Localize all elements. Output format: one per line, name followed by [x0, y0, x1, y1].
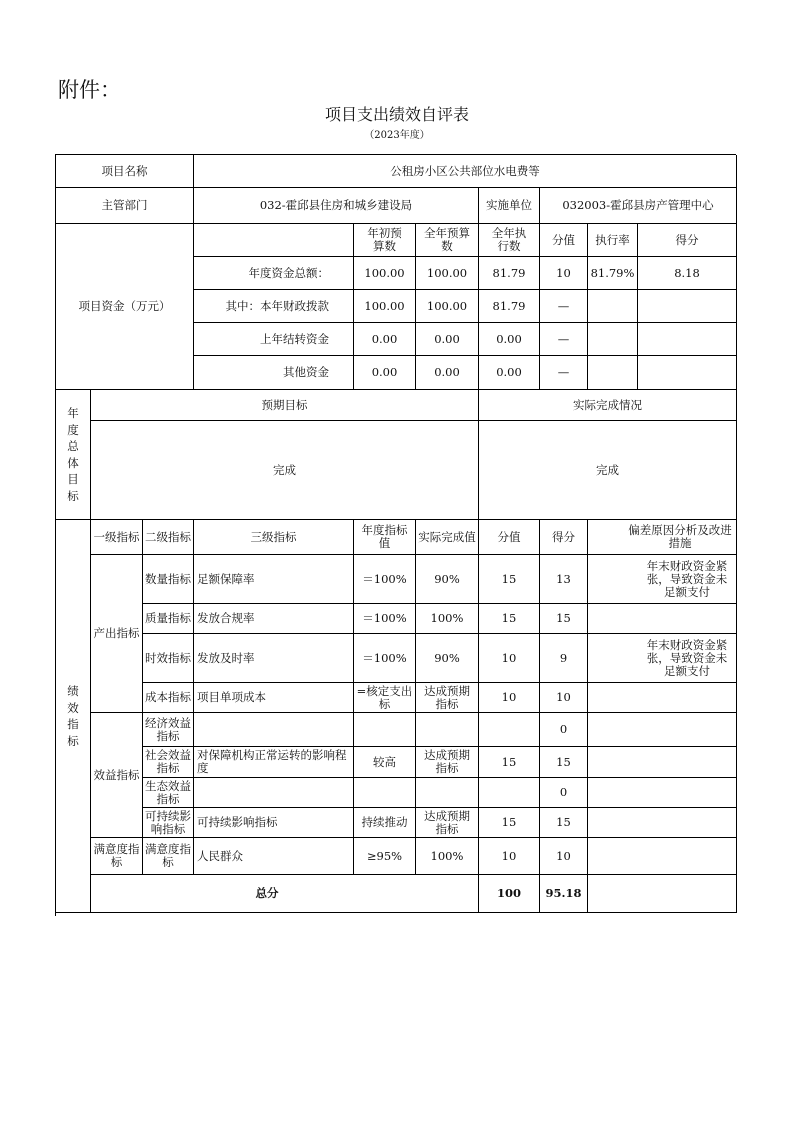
funds-row-annual: 100.00 — [416, 290, 479, 323]
funds-row-annual: 100.00 — [416, 257, 479, 290]
funds-row-executed: 81.79 — [479, 290, 540, 323]
funds-header-rate: 执行率 — [588, 224, 638, 257]
ind-level2: 时效指标 — [143, 634, 194, 683]
indicators-label: 绩效指标 — [56, 520, 91, 913]
funds-header-score-value: 分值 — [540, 224, 588, 257]
funds-header-executed: 全年执行数 — [479, 224, 540, 257]
ind-target — [354, 713, 416, 747]
ind-target — [354, 778, 416, 808]
funds-row-name: 其他资金 — [194, 356, 354, 390]
ind-actual: 达成预期指标 — [416, 683, 479, 713]
ind-level2: 满意度指标 — [143, 838, 194, 875]
evaluation-table — [55, 154, 736, 916]
ind-actual — [416, 713, 479, 747]
ind-target: =核定支出标 — [354, 683, 416, 713]
ind-target: ＝100% — [354, 604, 416, 634]
attachment-label: 附件： — [58, 78, 121, 102]
ind-header-level2: 二级指标 — [143, 520, 194, 555]
ind-header-target: 年度指标值 — [354, 520, 416, 555]
goals-expected: 完成 — [91, 421, 479, 520]
funds-row-score-value: — — [540, 290, 588, 323]
ind-deviation — [588, 778, 737, 808]
funds-header-blank — [194, 224, 354, 257]
funds-header-score: 得分 — [638, 224, 737, 257]
ind-score: 10 — [540, 838, 588, 875]
ind-target: ＝100% — [354, 555, 416, 604]
funds-row-initial: 100.00 — [354, 290, 416, 323]
ind-score-value: 15 — [479, 555, 540, 604]
satisfaction-indicator-label: 满意度指标 — [91, 838, 143, 875]
funds-row-initial: 100.00 — [354, 257, 416, 290]
ind-score-value: 10 — [479, 683, 540, 713]
dept-label: 主管部门 — [56, 188, 194, 224]
ind-actual: 100% — [416, 838, 479, 875]
funds-row-score-value: — — [540, 323, 588, 356]
goals-actual: 完成 — [479, 421, 737, 520]
ind-score-value: 15 — [479, 808, 540, 838]
ind-score: 0 — [540, 713, 588, 747]
total-label: 总分 — [56, 875, 479, 913]
funds-label: 项目资金（万元） — [56, 224, 194, 390]
ind-level2: 成本指标 — [143, 683, 194, 713]
funds-row-executed: 81.79 — [479, 257, 540, 290]
total-score-value: 100 — [479, 875, 540, 913]
ind-target: ≥95% — [354, 838, 416, 875]
ind-score-value: 15 — [479, 604, 540, 634]
goals-label: 年度总体目标 — [56, 390, 91, 520]
ind-deviation: 年末财政资金紧张，导致资金未足额支付 — [588, 634, 737, 683]
ind-score: 9 — [540, 634, 588, 683]
dept-value: 032-霍邱县住房和城乡建设局 — [194, 188, 479, 224]
funds-row-name: 其中：本年财政拨款 — [194, 290, 354, 323]
ind-actual: 达成预期指标 — [416, 808, 479, 838]
ind-deviation: 年末财政资金紧张，导致资金未足额支付 — [588, 555, 737, 604]
ind-score-value — [479, 713, 540, 747]
funds-row-score — [638, 290, 737, 323]
funds-row-score-value: 10 — [540, 257, 588, 290]
ind-score: 0 — [540, 778, 588, 808]
ind-actual: 90% — [416, 555, 479, 604]
ind-header-actual: 实际完成值 — [416, 520, 479, 555]
ind-score: 15 — [540, 808, 588, 838]
ind-score-value: 15 — [479, 747, 540, 778]
funds-row-rate: 81.79% — [588, 257, 638, 290]
ind-level2: 数量指标 — [143, 555, 194, 604]
ind-deviation — [588, 683, 737, 713]
ind-score: 15 — [540, 747, 588, 778]
funds-row-name: 年度资金总额： — [194, 257, 354, 290]
project-name-value: 公租房小区公共部位水电费等 — [194, 155, 737, 188]
project-name-label: 项目名称 — [56, 155, 194, 188]
ind-deviation — [588, 808, 737, 838]
ind-level3: 发放合规率 — [194, 604, 354, 634]
ind-target: ＝100% — [354, 634, 416, 683]
funds-row-score — [638, 323, 737, 356]
ind-level3: 人民群众 — [194, 838, 354, 875]
funds-row-executed: 0.00 — [479, 323, 540, 356]
funds-row-score — [638, 356, 737, 390]
goals-expected-header: 预期目标 — [91, 390, 479, 421]
ind-level3: 发放及时率 — [194, 634, 354, 683]
funds-row-rate — [588, 290, 638, 323]
benefit-indicator-label: 效益指标 — [91, 713, 143, 838]
ind-score: 15 — [540, 604, 588, 634]
funds-row-annual: 0.00 — [416, 356, 479, 390]
ind-score-value — [479, 778, 540, 808]
funds-row-initial: 0.00 — [354, 323, 416, 356]
funds-row-annual: 0.00 — [416, 323, 479, 356]
funds-row-rate — [588, 323, 638, 356]
funds-row-initial: 0.00 — [354, 356, 416, 390]
ind-header-score-value: 分值 — [479, 520, 540, 555]
ind-level2: 经济效益指标 — [143, 713, 194, 747]
funds-row-name: 上年结转资金 — [194, 323, 354, 356]
funds-row-rate — [588, 356, 638, 390]
total-score: 95.18 — [540, 875, 588, 913]
ind-score: 10 — [540, 683, 588, 713]
funds-row-executed: 0.00 — [479, 356, 540, 390]
total-deviation-blank — [588, 875, 737, 913]
ind-deviation — [588, 604, 737, 634]
ind-target: 较高 — [354, 747, 416, 778]
ind-level2: 质量指标 — [143, 604, 194, 634]
ind-level2: 生态效益指标 — [143, 778, 194, 808]
impl-value: 032003-霍邱县房产管理中心 — [540, 188, 737, 224]
ind-deviation — [588, 713, 737, 747]
ind-target: 持续推动 — [354, 808, 416, 838]
funds-row-score-value: — — [540, 356, 588, 390]
funds-header-annual: 全年预算数 — [416, 224, 479, 257]
ind-level2: 可持续影响指标 — [143, 808, 194, 838]
goals-actual-header: 实际完成情况 — [479, 390, 737, 421]
ind-header-level3: 三级指标 — [194, 520, 354, 555]
funds-header-initial: 年初预算数 — [354, 224, 416, 257]
ind-deviation — [588, 838, 737, 875]
impl-label: 实施单位 — [479, 188, 540, 224]
funds-row-score: 8.18 — [638, 257, 737, 290]
page-title: 项目支出绩效自评表 — [324, 105, 469, 124]
ind-actual: 达成预期指标 — [416, 747, 479, 778]
ind-actual — [416, 778, 479, 808]
ind-actual: 100% — [416, 604, 479, 634]
ind-level3: 项目单项成本 — [194, 683, 354, 713]
ind-actual: 90% — [416, 634, 479, 683]
ind-header-level1: 一级指标 — [91, 520, 143, 555]
ind-level3 — [194, 778, 354, 808]
ind-header-score: 得分 — [540, 520, 588, 555]
ind-level3: 可持续影响指标 — [194, 808, 354, 838]
ind-deviation — [588, 747, 737, 778]
output-indicator-label: 产出指标 — [91, 555, 143, 713]
ind-level2: 社会效益指标 — [143, 747, 194, 778]
ind-level3: 足额保障率 — [194, 555, 354, 604]
ind-score-value: 10 — [479, 838, 540, 875]
ind-level3: 对保障机构正常运转的影响程度 — [194, 747, 354, 778]
page-subtitle: （2023年度） — [364, 130, 430, 141]
ind-level3 — [194, 713, 354, 747]
ind-score: 13 — [540, 555, 588, 604]
ind-header-deviation: 偏差原因分析及改进措施 — [588, 520, 737, 555]
ind-score-value: 10 — [479, 634, 540, 683]
